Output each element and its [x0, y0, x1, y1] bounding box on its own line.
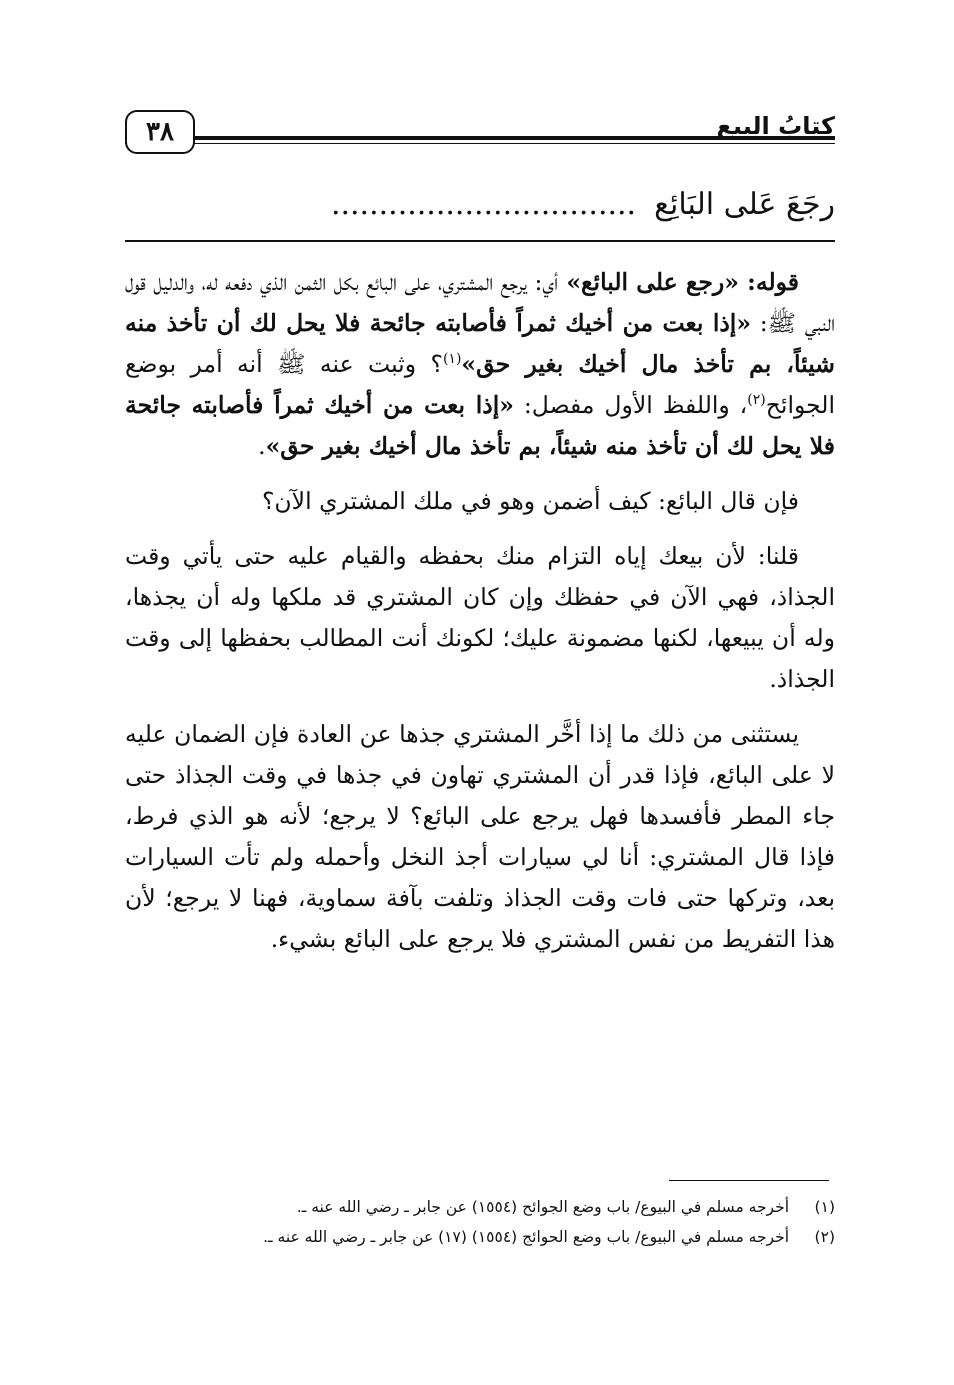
footnote-number: (١): [814, 1198, 835, 1216]
qawluh-label: قوله:: [747, 268, 799, 296]
entry-heading: [125, 180, 835, 230]
hadith-text-2: «إذا بعت من أخيك ثمراً فأصابته جائحة فلا يحل لك أن تأخذ منه شيئاً، بم تأخذ مال أخيك بغير حق»: [125, 391, 835, 460]
footnote-ref-1: (١): [442, 351, 462, 368]
running-header: [125, 110, 835, 160]
entry-heading-dots: ................................: [330, 187, 637, 222]
footnote-number: (٢): [814, 1228, 835, 1246]
hadith-text-1: «إذا بعت من أخيك ثمراً فأصابته جائحة فلا يحل لك أن تأخذ منه شيئاً، بم تأخذ مال أخيك بغير حق»: [125, 309, 835, 378]
paragraph-3: قلنا: لأن بيعك إياه التزام منك بحفظه والقيام عليه حتى يأتي وقت الجذاذ، فهي الآن في حفظك وإن كان المشتري قد ملكها وله أن يجذها، وله أن يبيعها، لكنها مضمونة عليك؛ لكونك أنت المطالب بحفظها إلى وقت الجذاذ.: [125, 542, 835, 693]
page-number: ٣٨: [125, 110, 195, 154]
quoted-matn: «رجع على البائع»: [558, 268, 748, 296]
paragraph-4: يستثنى من ذلك ما إذا أخَّر المشتري جذها عن العادة فإن الضمان عليه لا على البائع، فإذا قدر أن المشتري تهاون في جذها في وقت الجذاذ حتى جاء المطر فأفسدها فهل يرجع على البائع؟ لا يرجع؛ لأنه هو الذي فرط، فإذا قال المشتري: أنا لي سيارات أجذ النخل وأحمله ولم تأت السيارات بعد، وتركها حتى فات وقت الجذاذ وتلفت بآفة سماوية، فهنا لا يرجع؛ لأن هذا التفريط من نفس المشتري فلا يرجع على البائع بشيء.: [125, 720, 835, 953]
explanation-text-2: ؟ وثبت عنه ﷺ أنه أمر بوضع الجوائح: [125, 350, 835, 419]
heading-rule: [125, 240, 835, 242]
footnote: [125, 1222, 835, 1252]
period: .: [258, 432, 266, 460]
book-title: كتابُ البيع: [716, 112, 835, 140]
paragraph-2: فإن قال البائع: كيف أضمن وهو في ملك المشتري الآن؟: [261, 487, 799, 515]
paragraph-1: [125, 262, 835, 467]
footnotes: [125, 1192, 835, 1252]
footnote: [125, 1192, 835, 1222]
explanation-text: أي: يرجع المشتري، على البائع بكل الثمن الذي دفعه له، والدليل قول النبي ﷺ:: [125, 268, 835, 337]
entry-heading-text: رجَعَ عَلى البَائِع: [654, 187, 835, 222]
footnote-text: أخرجه مسلم في البيوع/ باب وضع الحوائج (١٥٥٤) (١٧) عن جابر ـ رضي الله عنه ـ.: [263, 1228, 789, 1246]
footnote-rule: [669, 1180, 829, 1181]
explanation-text-3: ، واللفظ الأول مفصل:: [513, 391, 748, 419]
footnote-text: أخرجه مسلم في البيوع/ باب وضع الجوائح (١٥٥٤) عن جابر ـ رضي الله عنه ـ.: [296, 1198, 789, 1216]
footnote-ref-2: (٢): [747, 392, 766, 409]
main-text: [125, 262, 835, 974]
